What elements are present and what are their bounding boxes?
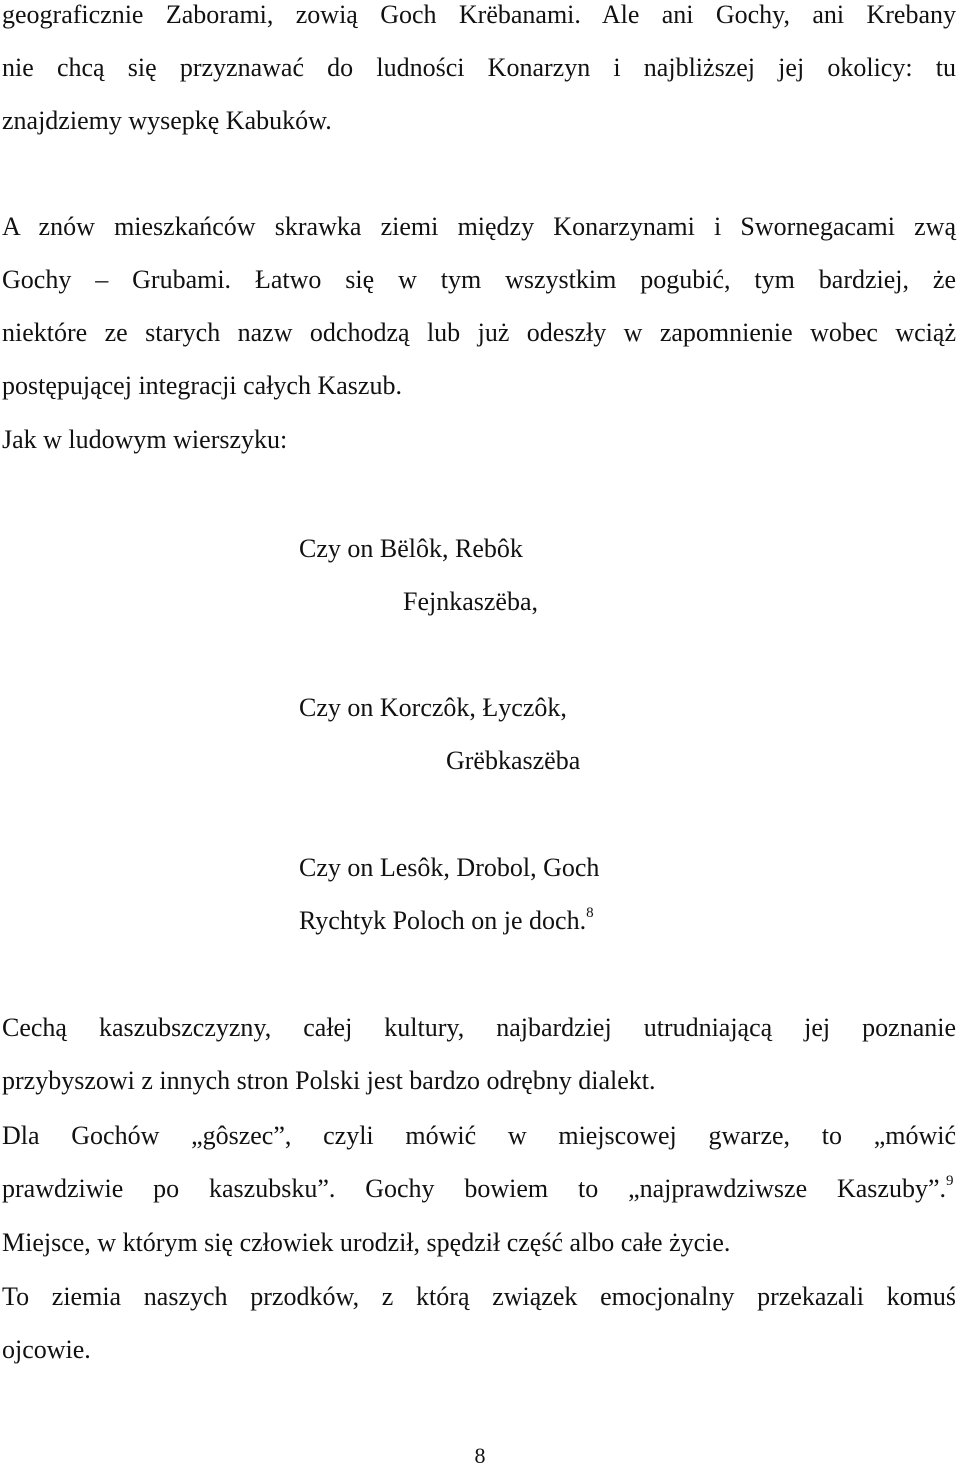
text-line: znajdziemy wysepkę Kabuków.: [2, 106, 332, 135]
text-line: [2, 1174, 954, 1204]
text-line: postępującej integracji całych Kaszub.: [2, 371, 402, 400]
text-line: Cechą kaszubszczyzny, całej kultury, najbardziej utrudniającą jej poznanie: [2, 1013, 956, 1042]
text-line: nie chcą się przyznawać do ludności Konarzyn i najbliższej jej okolicy: tu: [2, 53, 956, 82]
poem-line: [299, 906, 594, 936]
poem-line-text: Rychtyk Poloch on je doch.: [299, 906, 587, 935]
text-line: To ziemia naszych przodków, z którą związek emocjonalny przekazali komuś: [2, 1282, 956, 1311]
text-line: geograficznie Zaborami, zowią Goch Krëbanami. Ale ani Gochy, ani Krebany: [2, 0, 956, 29]
poem-line: Czy on Korczôk, Łyczôk,: [299, 693, 567, 722]
text-line: niektóre ze starych nazw odchodzą lub już odeszły w zapomnienie wobec wciąż: [2, 318, 956, 347]
text-line-content: prawdziwie po kaszubsku”. Gochy bowiem to „najprawdziwsze Kaszuby”.: [2, 1174, 946, 1203]
poem-line: Czy on Bëlôk, Rebôk: [299, 534, 523, 563]
poem-line: Grëbkaszëba: [446, 746, 581, 775]
text-line: przybyszowi z innych stron Polski jest bardzo odrębny dialekt.: [2, 1066, 656, 1095]
text-line: Dla Gochów „gôszec”, czyli mówić w miejscowej gwarze, to „mówić: [2, 1121, 956, 1150]
poem-line: Czy on Lesôk, Drobol, Goch: [299, 853, 600, 882]
text-line: Miejsce, w którym się człowiek urodził, spędził część albo całe życie.: [2, 1228, 731, 1257]
footnote-ref-8[interactable]: 8: [586, 905, 594, 921]
text-line: ojcowie.: [2, 1335, 91, 1364]
page-number: 8: [474, 1443, 486, 1468]
poem-line: Fejnkaszëba,: [403, 587, 539, 616]
footnote-ref-9[interactable]: 9: [946, 1173, 954, 1189]
text-line: Gochy – Grubami. Łatwo się w tym wszystkim pogubić, tym bardziej, że: [2, 265, 956, 294]
text-line: Jak w ludowym wierszyku:: [2, 425, 288, 454]
text-line: A znów mieszkańców skrawka ziemi między Konarzynami i Swornegacami zwą: [2, 212, 956, 241]
